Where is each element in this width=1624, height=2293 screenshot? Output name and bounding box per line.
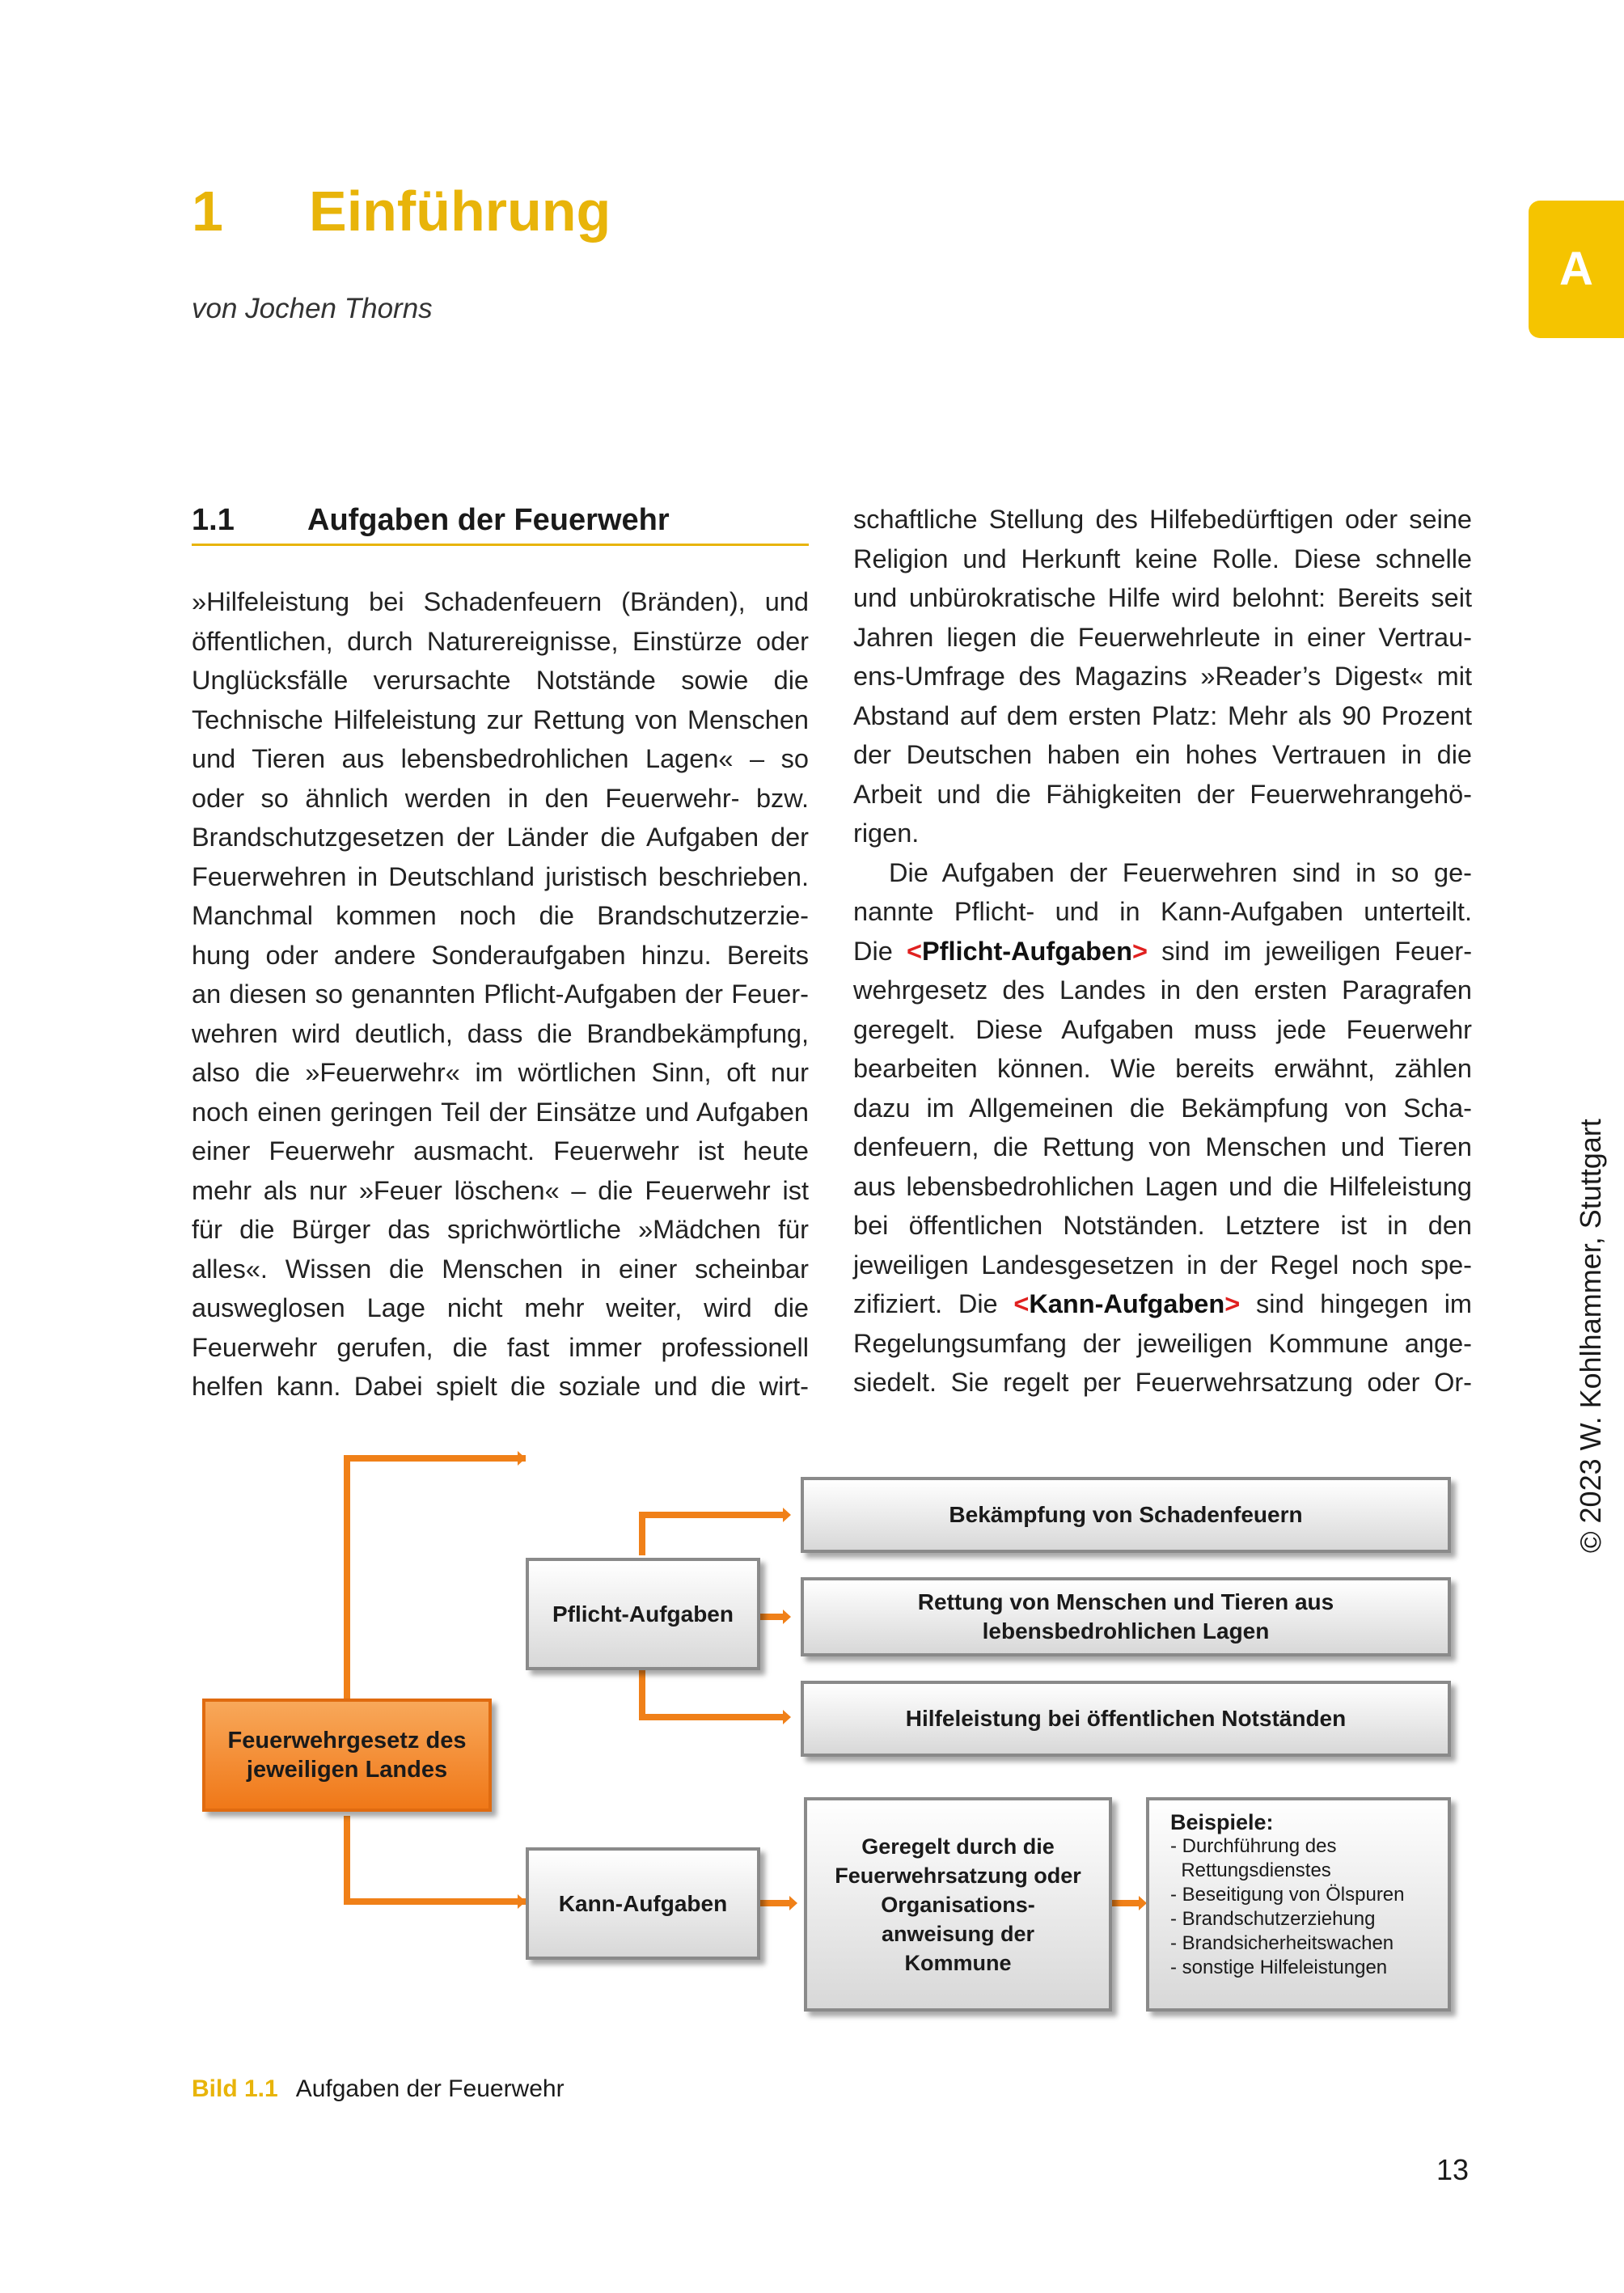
text-line: Abstand auf dem ersten Platz: Mehr als 90 Prozent xyxy=(853,700,1472,730)
text-line: der Deutschen haben ein hohes Vertrauen in die xyxy=(853,740,1472,769)
arrow-head xyxy=(518,1894,526,1909)
text-line: siedelt. Sie regelt per Feuerwehrsatzung oder Or- xyxy=(853,1368,1472,1397)
caption-text: Aufgaben der Feuerwehr xyxy=(295,2075,565,2102)
connector xyxy=(344,1455,526,1462)
example-item: - Brandsicherheitswachen xyxy=(1170,1932,1394,1954)
text-line: öffentlichen, durch Naturereignisse, Einstürze oder xyxy=(192,626,809,656)
section-tab: A xyxy=(1529,201,1624,338)
text-line: schaftliche Stellung des Hilfebedürftigen oder seine xyxy=(853,505,1472,534)
keyword-pflicht xyxy=(907,937,1148,966)
page-number: 13 xyxy=(1436,2153,1470,2186)
examples-title: Beispiele: xyxy=(1170,1810,1274,1834)
connector xyxy=(1112,1900,1140,1906)
text-line: helfen kann. Dabei spielt die soziale und die wirt- xyxy=(192,1372,809,1401)
example-item: Rettungsdienstes xyxy=(1170,1859,1331,1881)
right-paragraph-1 xyxy=(853,500,1472,853)
kann-box: Kann-Aufgaben xyxy=(526,1847,760,1960)
text-line: »Hilfeleistung bei Schadenfeuern (Bränden), und xyxy=(192,587,809,616)
text-line: und Tieren aus lebensbedrohlichen Lagen« – so xyxy=(192,744,809,773)
pflicht-item-box: Bekämpfung von Schadenfeuern xyxy=(801,1477,1451,1553)
text-fragment: sind im jeweiligen Feuer- xyxy=(1161,936,1473,966)
text-line: Jahren liegen die Feuerwehrleute in einer Vertrau- xyxy=(853,622,1472,652)
arrow-head xyxy=(783,1710,791,1724)
text-fragment: zifiziert. Die xyxy=(853,1289,998,1318)
connector xyxy=(639,1512,645,1555)
text-line: geregelt. Diese Aufgaben muss jede Feuerwehr xyxy=(853,1014,1472,1044)
text-line: jeweiligen Landesgesetzen in der Regel noch spe- xyxy=(853,1250,1472,1280)
arrow-head xyxy=(789,1896,797,1910)
arrow-head xyxy=(783,1508,791,1522)
keyword-close: > xyxy=(1131,936,1148,966)
keyword-kann xyxy=(1013,1289,1240,1318)
text-line: Die Aufgaben der Feuerwehren sind in so ge- xyxy=(889,857,1472,887)
text-line: aus lebensbedrohlichen Lagen und die Hilfeleistung xyxy=(853,1171,1472,1201)
text-line: nannte Pflicht- und in Kann-Aufgaben unterteilt. xyxy=(853,897,1472,926)
pflicht-item-box: Hilfeleistung bei öffentlichen Notständen xyxy=(801,1681,1451,1757)
text-line: dazu im Allgemeinen die Bekämpfung von Scha- xyxy=(853,1093,1472,1123)
keyword-open: < xyxy=(906,936,922,966)
text-line: oder so ähnlich werden in den Feuerwehr- bzw. xyxy=(192,783,809,813)
text-line: an diesen so genannten Pflicht-Aufgaben der Feuer- xyxy=(192,979,809,1009)
copyright-notice: © 2023 W. Kohlhammer, Stuttgart xyxy=(1574,1119,1607,1553)
keyword-open: < xyxy=(1013,1289,1030,1318)
text-line: für die Bürger das sprichwörtliche »Mädchen für xyxy=(192,1215,809,1244)
right-column xyxy=(853,500,1472,1402)
text-line: denfeuern, die Rettung von Menschen und Tieren xyxy=(853,1132,1472,1161)
keyword-close: > xyxy=(1224,1289,1241,1318)
text-line: einer Feuerwehr ausmacht. Feuerwehr ist heute xyxy=(192,1136,809,1166)
chapter-author: von Jochen Thorns xyxy=(192,293,433,324)
right-paragraph-2 xyxy=(853,853,1472,1402)
text-line: Feuerwehr gerufen, die fast immer professionell xyxy=(192,1332,809,1362)
text-line: alles«. Wissen die Menschen in einer scheinbar xyxy=(192,1254,809,1284)
text-line-keyword xyxy=(853,932,1472,971)
arrow-head xyxy=(783,1610,791,1624)
text-fragment: Die xyxy=(853,936,893,966)
keyword-text: Pflicht-Aufgaben xyxy=(921,936,1132,966)
example-item: - sonstige Hilfeleistungen xyxy=(1170,1957,1388,1978)
text-line: wehrgesetz des Landes in den ersten Paragrafen xyxy=(853,975,1472,1005)
example-item: - Durchführung des xyxy=(1170,1835,1337,1857)
text-line: und unbürokratische Hilfe wird belohnt: Bereits seit xyxy=(853,583,1472,612)
text-fragment: sind hingegen im xyxy=(1255,1289,1472,1318)
connector xyxy=(639,1714,785,1720)
example-item: - Brandschutzerziehung xyxy=(1170,1908,1376,1930)
text-line: rigen. xyxy=(853,819,920,848)
text-line: wehren wird deutlich, dass die Brandbekämpfung, xyxy=(192,1018,809,1048)
connector xyxy=(344,1898,526,1905)
pflicht-box: Pflicht-Aufgaben xyxy=(526,1558,760,1670)
connector xyxy=(639,1512,785,1518)
connector xyxy=(760,1614,785,1620)
connector xyxy=(639,1670,645,1720)
connector xyxy=(760,1900,791,1906)
chapter-title: Einführung xyxy=(309,180,611,243)
text-line: noch einen geringen Teil der Einsätze und Aufgaben xyxy=(192,1097,809,1127)
connector xyxy=(344,1455,350,1700)
text-line: Arbeit und die Fähigkeiten der Feuerwehrangehö- xyxy=(853,779,1472,809)
section-number: 1.1 xyxy=(192,503,235,537)
text-line: Technische Hilfeleistung zur Rettung von Menschen xyxy=(192,704,809,734)
text-line: Unglücksfälle verursachte Notstände sowie die xyxy=(192,666,809,695)
caption-number: Bild 1.1 xyxy=(192,2075,278,2102)
section-title: Aufgaben der Feuerwehr xyxy=(307,503,670,537)
text-line: Regelungsumfang der jeweiligen Kommune ange- xyxy=(853,1328,1472,1358)
left-column xyxy=(192,582,809,1407)
text-line: Brandschutzgesetzen der Länder die Aufgaben der xyxy=(192,823,809,852)
text-line: hung oder andere Sonderaufgaben hinzu. Bereits xyxy=(192,940,809,970)
chapter-number: 1 xyxy=(192,180,223,243)
text-line: Manchmal kommen noch die Brandschutzerzie- xyxy=(192,901,809,930)
text-line: ausweglosen Lage nicht mehr weiter, wird die xyxy=(192,1293,809,1322)
text-line: ens-Umfrage des Magazins »Reader’s Digest« mit xyxy=(853,662,1472,691)
root-box: Feuerwehrgesetz des jeweiligen Landes xyxy=(202,1699,492,1812)
arrow-head xyxy=(518,1451,526,1466)
figure-caption xyxy=(192,2075,565,2103)
connector xyxy=(344,1816,350,1905)
text-line: bei öffentlichen Notständen. Letztere ist in den xyxy=(853,1211,1472,1240)
section-rule xyxy=(192,544,809,546)
text-line: mehr als nur »Feuer löschen« – die Feuerwehr ist xyxy=(192,1175,809,1205)
example-item: - Beseitigung von Ölspuren xyxy=(1170,1884,1405,1906)
text-line: Feuerwehren in Deutschland juristisch beschrieben. xyxy=(192,861,809,891)
keyword-text: Kann-Aufgaben xyxy=(1029,1289,1225,1318)
pflicht-item-box: Rettung von Menschen und Tieren aus lebensbedrohlichen Lagen xyxy=(801,1577,1451,1656)
kann-regulated-box: Geregelt durch die Feuerwehrsatzung oder Organisations-anweisung der Kommune xyxy=(804,1797,1112,2012)
text-line: also die »Feuerwehr« im wörtlichen Sinn, oft nur xyxy=(192,1058,809,1087)
left-paragraph xyxy=(192,582,809,1407)
text-line: bearbeiten können. Wie bereits erwähnt, zählen xyxy=(853,1054,1472,1083)
text-line-keyword xyxy=(853,1284,1472,1324)
examples-box xyxy=(1146,1797,1451,2012)
text-line: Religion und Herkunft keine Rolle. Diese schnelle xyxy=(853,544,1472,573)
